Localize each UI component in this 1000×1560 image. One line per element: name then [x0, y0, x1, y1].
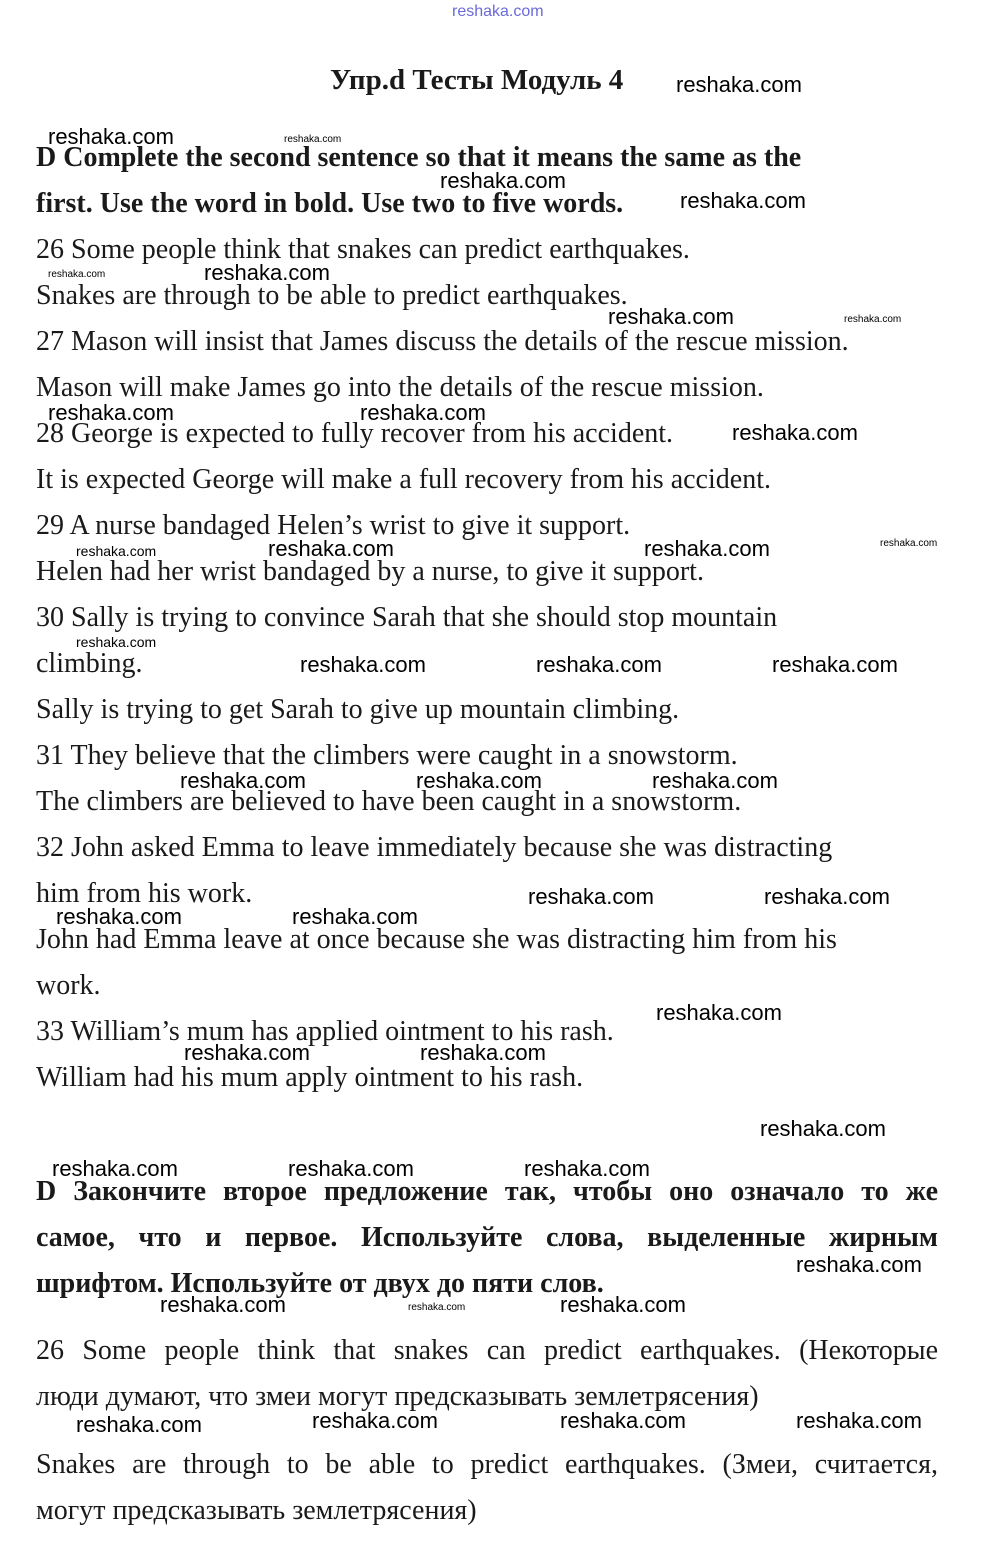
watermark: reshaka.com	[184, 1040, 310, 1065]
text-line: 32 John asked Emma to leave immediately because she was distracting	[36, 832, 833, 863]
watermark: reshaka.com	[656, 1000, 782, 1025]
watermark: reshaka.com	[268, 536, 394, 561]
watermark: reshaka.com	[844, 314, 902, 325]
text-line: люди думают, что змеи могут предсказывать землетрясения)	[36, 1381, 759, 1412]
text-line: Mason will make James go into the details of the rescue mission.	[36, 372, 764, 403]
watermark: reshaka.com	[180, 768, 306, 793]
text-line: William had his mum apply ointment to his rash.	[36, 1062, 584, 1093]
watermark: reshaka.com	[764, 884, 890, 909]
watermark: reshaka.com	[408, 1302, 466, 1313]
text-line: Snakes are through to be able to predict earthquakes.	[36, 280, 628, 311]
watermark: reshaka.com	[48, 124, 174, 149]
text-line: могут предсказывать землетрясения)	[36, 1495, 477, 1526]
watermark: reshaka.com	[608, 304, 734, 329]
watermark: reshaka.com	[536, 652, 662, 677]
watermark: reshaka.com	[420, 1040, 546, 1065]
text-line: 29 A nurse bandaged Helen’s wrist to give it support.	[36, 510, 631, 541]
watermark: reshaka.com	[880, 538, 938, 549]
watermark: reshaka.com	[360, 400, 486, 425]
text-line: Helen had her wrist bandaged by a nurse, to give it support.	[36, 556, 704, 587]
instruction-ru-line-1: D Закончите второе предложение так, чтобы оно означало то же	[36, 1176, 938, 1207]
watermark: reshaka.com	[760, 1116, 886, 1141]
text-line: him from his work.	[36, 878, 253, 909]
watermark: reshaka.com	[772, 652, 898, 677]
watermark: reshaka.com	[312, 1408, 438, 1433]
text-line: Snakes are through to be able to predict earthquakes. (Змеи, считается,	[36, 1449, 938, 1480]
watermark: reshaka.com	[416, 768, 542, 793]
watermark: reshaka.com	[652, 768, 778, 793]
watermark: reshaka.com	[560, 1292, 686, 1317]
watermark: reshaka.com	[48, 269, 106, 280]
watermark: reshaka.com	[732, 420, 858, 445]
watermark: reshaka.com	[676, 72, 802, 97]
text-line: 27 Mason will insist that James discuss the details of the rescue mission.	[36, 326, 849, 357]
instruction-ru-line-2: самое, что и первое. Используйте слова, выделенные жирным	[36, 1222, 938, 1253]
watermark: reshaka.com	[440, 168, 566, 193]
watermark: reshaka.com	[288, 1156, 414, 1181]
text-line: The climbers are believed to have been caught in a snowstorm.	[36, 786, 742, 817]
watermark: reshaka.com	[48, 400, 174, 425]
text-line: 30 Sally is trying to convince Sarah that she should stop mountain	[36, 602, 778, 633]
watermark: reshaka.com	[56, 904, 182, 929]
watermark: reshaka.com	[76, 543, 157, 559]
watermark: reshaka.com	[524, 1156, 650, 1181]
text-line: 26 Some people think that snakes can predict earthquakes. (Некоторые	[36, 1335, 938, 1366]
instruction-ru-line-3: шрифтом. Используйте от двух до пяти слов.	[36, 1268, 604, 1299]
watermark: reshaka.com	[796, 1408, 922, 1433]
instruction-en-line-1: D Complete the second sentence so that it means the same as the	[36, 142, 802, 173]
text-line: 28 George is expected to fully recover from his accident.	[36, 418, 674, 449]
text-line: 31 They believe that the climbers were caught in a snowstorm.	[36, 740, 738, 771]
text-line: It is expected George will make a full recovery from his accident.	[36, 464, 771, 495]
watermark: reshaka.com	[52, 1156, 178, 1181]
text-line: work.	[36, 970, 101, 1001]
watermark: reshaka.com	[76, 634, 157, 650]
text-line: Sally is trying to get Sarah to give up mountain climbing.	[36, 694, 680, 725]
text-line: 33 William’s mum has applied ointment to his rash.	[36, 1016, 614, 1047]
text-line: climbing.	[36, 648, 143, 679]
watermark: reshaka.com	[76, 1412, 202, 1437]
watermark: reshaka.com	[560, 1408, 686, 1433]
text-line: 26 Some people think that snakes can predict earthquakes.	[36, 234, 690, 265]
watermark: reshaka.com	[284, 134, 342, 145]
watermark: reshaka.com	[292, 904, 418, 929]
page-title: Упр.d Тесты Модуль 4	[330, 64, 624, 96]
watermark: reshaka.com	[300, 652, 426, 677]
watermark: reshaka.com	[528, 884, 654, 909]
watermark: reshaka.com	[796, 1252, 922, 1277]
watermark: reshaka.com	[644, 536, 770, 561]
instruction-en-line-2: first. Use the word in bold. Use two to five words.	[36, 188, 624, 219]
watermark: reshaka.com	[452, 3, 544, 20]
text-line: John had Emma leave at once because she was distracting him from his	[36, 924, 837, 955]
watermark: reshaka.com	[204, 260, 330, 285]
watermark: reshaka.com	[160, 1292, 286, 1317]
watermark: reshaka.com	[680, 188, 806, 213]
